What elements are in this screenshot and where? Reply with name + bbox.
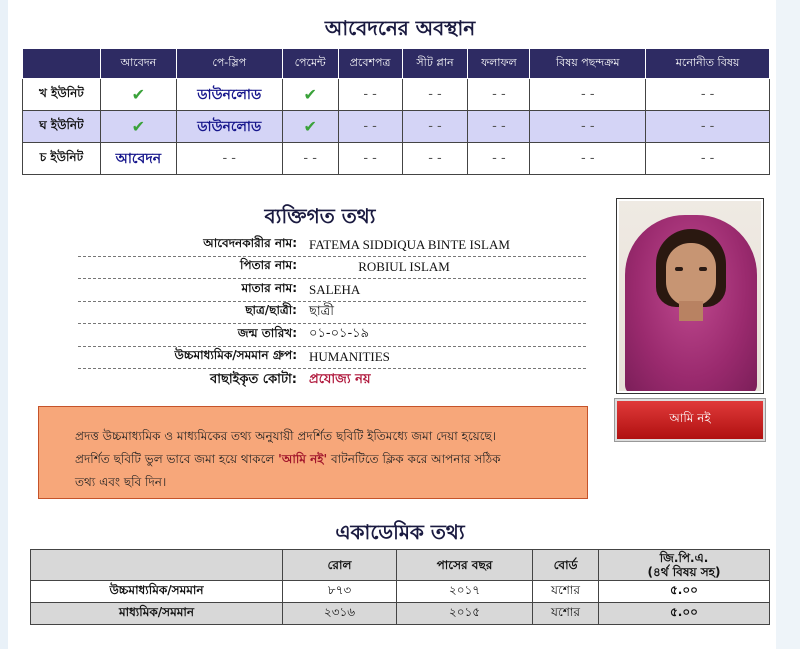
field-value: FATEMA SIDDIQUA BINTE ISLAM	[309, 236, 510, 252]
result-cell: - -	[468, 79, 530, 111]
seat-cell: - -	[402, 111, 468, 143]
status-header-payslip: পে-স্লিপ	[176, 49, 282, 79]
notice-line-2	[75, 448, 551, 471]
info-row-mother	[78, 279, 586, 302]
notice-text: বাটনটিতে ক্লিক করে আপনার সঠিক	[327, 452, 501, 466]
payment-status	[282, 79, 338, 111]
acad-level: মাধ্যমিক/সমমান	[31, 603, 283, 625]
photo-notice	[38, 406, 588, 499]
notice-line-1: প্রদত্ত উচ্চমাধ্যমিক ও মাধ্যমিকের তথ্য অনুযায়ী প্রদর্শিত ছবিটি ইতিমধ্যে জমা দেয়া হয়েছে।	[75, 429, 497, 443]
info-row-name	[78, 234, 586, 257]
selected-cell: - -	[646, 111, 770, 143]
status-header-payment: পেমেন্ট	[282, 49, 338, 79]
acad-header-level	[31, 550, 283, 581]
check-icon: ✔	[303, 117, 317, 136]
check-icon: ✔	[303, 85, 317, 104]
acad-gpa: ৫.০০	[599, 603, 770, 625]
field-value: SALEHA	[309, 281, 361, 297]
acad-roll: ২৩১৬	[283, 603, 397, 625]
admit-cell: - -	[338, 79, 402, 111]
personal-title: ব্যক্তিগত তথ্য	[264, 204, 376, 228]
field-value-text: ROBIUL ISLAM	[358, 259, 450, 275]
field-label: ছাত্র/ছাত্রী:	[245, 303, 297, 318]
acad-board: যশোর	[533, 603, 599, 625]
acad-year: ২০১৭	[397, 581, 533, 603]
payslip-cell	[176, 111, 282, 143]
status-row-cha	[23, 143, 770, 175]
result-cell: - -	[468, 111, 530, 143]
field-label: মাতার নাম:	[241, 280, 297, 295]
field-label: উচ্চমাধ্যমিক/সমমান গ্রুপ:	[174, 348, 297, 363]
field-label: পিতার নাম:	[240, 258, 297, 273]
status-header-choice: বিষয় পছন্দক্রম	[530, 49, 646, 79]
choice-cell: - -	[530, 79, 646, 111]
acad-level: উচ্চমাধ্যমিক/সমমান	[31, 581, 283, 603]
acad-row-ssc	[31, 603, 770, 625]
acad-roll: ৮৭৩	[283, 581, 397, 603]
field-value	[305, 259, 450, 275]
field-value: HUMANITIES	[309, 349, 390, 365]
status-header-selected: মনোনীত বিষয়	[646, 49, 770, 79]
info-row-gender	[78, 302, 586, 325]
payment-status	[282, 111, 338, 143]
status-title: আবেদনের অবস্থান	[324, 16, 476, 40]
apply-status	[100, 79, 176, 111]
selected-cell: - -	[646, 79, 770, 111]
info-row-quota	[78, 369, 586, 392]
field-label: আবেদনকারীর নাম:	[203, 235, 297, 250]
academic-table	[30, 549, 770, 625]
seat-cell: - -	[402, 79, 468, 111]
field-label: জন্ম তারিখ:	[237, 325, 297, 340]
status-table	[22, 48, 770, 175]
acad-header-roll: রোল	[283, 550, 397, 581]
field-value: প্রযোজ্য নয়	[309, 371, 371, 387]
page-margin	[776, 0, 800, 649]
payslip-cell	[176, 79, 282, 111]
not-me-button[interactable]: আমি নই	[615, 399, 765, 441]
admit-cell: - -	[338, 111, 402, 143]
acad-year: ২০১৫	[397, 603, 533, 625]
status-header-empty	[23, 49, 101, 79]
status-header-apply: আবেদন	[100, 49, 176, 79]
payslip-cell: - -	[176, 143, 282, 175]
gpa-header-line: (৪র্থ বিষয় সহ)	[647, 565, 721, 579]
field-value: ছাত্রী	[309, 303, 334, 319]
apply-status	[100, 111, 176, 143]
unit-label: খ ইউনিট	[23, 79, 101, 111]
redacted-blur	[309, 261, 355, 275]
notice-line-3: তথ্য এবং ছবি দিন।	[75, 475, 167, 489]
acad-board: যশোর	[533, 581, 599, 603]
payslip-download-link[interactable]: ডাউনলোড	[197, 86, 262, 103]
payslip-download-link[interactable]: ডাউনলোড	[197, 118, 262, 135]
selected-cell: - -	[646, 143, 770, 175]
check-icon: ✔	[131, 85, 146, 104]
academic-title: একাডেমিক তথ্য	[335, 520, 465, 544]
field-value: ০১-০১-১৯	[309, 326, 370, 342]
unit-label: ঘ ইউনিট	[23, 111, 101, 143]
status-row-gha	[23, 111, 770, 143]
notice-text: প্রদর্শিত ছবিটি ভুল ভাবে জমা হয়ে থাকলে	[75, 452, 279, 466]
seat-cell: - -	[402, 143, 468, 175]
result-cell: - -	[468, 143, 530, 175]
apply-cell	[100, 143, 176, 175]
notice-highlight: 'আমি নই'	[278, 452, 328, 466]
applicant-photo-frame	[616, 198, 764, 394]
info-row-group	[78, 347, 586, 370]
acad-header-year: পাসের বছর	[397, 550, 533, 581]
unit-label: চ ইউনিট	[23, 143, 101, 175]
choice-cell: - -	[530, 143, 646, 175]
applicant-photo	[619, 201, 761, 391]
status-header-admit: প্রবেশপত্র	[338, 49, 402, 79]
admit-cell: - -	[338, 143, 402, 175]
acad-header-board: বোর্ড	[533, 550, 599, 581]
gpa-header-line: জি.পি.এ.	[659, 551, 709, 565]
status-header-seat: সীট প্লান	[402, 49, 468, 79]
acad-gpa: ৫.০০	[599, 581, 770, 603]
acad-header-gpa	[599, 550, 770, 581]
field-label: বাছাইকৃত কোটা:	[210, 371, 297, 387]
acad-row-hsc	[31, 581, 770, 603]
personal-info	[30, 234, 586, 392]
payment-cell: - -	[282, 143, 338, 175]
status-row-kha	[23, 79, 770, 111]
choice-cell: - -	[530, 111, 646, 143]
info-row-father	[78, 257, 586, 280]
info-row-dob	[78, 324, 586, 347]
check-icon: ✔	[131, 117, 146, 136]
apply-link[interactable]: আবেদন	[115, 150, 162, 167]
status-header-result: ফলাফল	[468, 49, 530, 79]
